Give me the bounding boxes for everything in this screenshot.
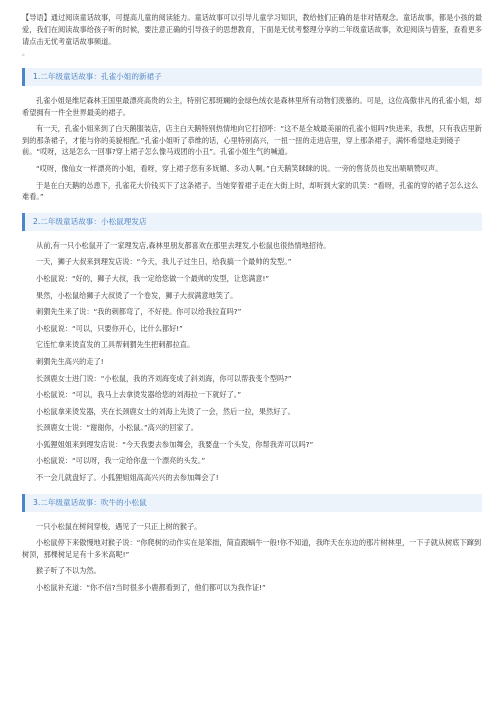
- paragraph: 从前,有一只小松鼠开了一家理发店,森林里朋友都喜欢在那里去理发,小松鼠也很热情地招待。: [36, 240, 331, 250]
- intro-dot: 。: [22, 49, 29, 57]
- paragraph: 于是在白天鹅的怂恿下，孔雀花大价钱买下了这条裙子。当她穿着裙子走在大街上时，却听到大家的讥笑：“看呀，孔雀的穿的裙子怎么这么难看。”: [22, 180, 479, 202]
- section-title: 3.二年级童话故事：吹牛的小松鼠: [33, 497, 147, 507]
- paragraph: “哎呀，像仙女一样漂亮的小姐，看呀，穿上裙子您有多妩媚、多动人啊。”白天鹅笑眯眯的说。一旁的售货员也发出啧啧赞叹声。: [36, 163, 443, 173]
- intro-paragraph: 【导语】通过阅读童话故事，可提高儿童的阅读能力。童话故事可以引导儿童学习知识，教给他们正确的是非对错观念。童话故事，都是小孩的最爱，我们在阅读故事给孩子听的时候，要注意正确的引导孩子的思想教育，下面是无忧考整理分享的二年级童话故事，欢迎阅读与借鉴，查看更多请点击无忧考童话故事频道。: [22, 13, 483, 46]
- section-title: 1.二年级童话故事：孔雀小姐的新裙子: [33, 72, 162, 81]
- paragraph: 小松鼠说：“好的，狮子大叔，我一定给您做一个最帅的发型，让您满意!”: [36, 273, 270, 283]
- section-heading-3: [22, 494, 482, 512]
- paragraph: 刺猬先生高兴的走了!: [36, 356, 104, 366]
- paragraph: 不一会儿就盘好了。小狐狸姐姐高高兴兴的去参加舞会了!: [36, 473, 219, 483]
- paragraph: 小松鼠停下来傲慢地对猴子说：“你爬树的动作实在是笨拙，简直跟蜗牛一般!你不知道，我昨天在东边的那片树林里，一下子就从树底下蹿到树顶，那棵树足足有十多米高呢!”: [22, 538, 482, 559]
- paragraph: 一天，狮子大叔来到理发店说：“今天，我儿子过生日，给我搞一个最帅的发型。”: [36, 257, 292, 267]
- paragraph: 小松鼠说：“可以，我马上去拿烫发器给您的刘海拉一下就好了。”: [36, 390, 242, 400]
- paragraph: 它连忙拿来烫直发的工具帮刺猬先生把刺都拉直。: [36, 340, 195, 350]
- paragraph: 有一天，孔雀小姐来到了白天鹅服装店，店主白天鹅特别热情地向它打招呼：“这不是全城最美丽的孔雀小姐吗?快进来，我想，只有我店里新到的那条裙子，才能与你的美貌相配。”孔雀小姐听了恭维的话，心里特别高兴，一扭一扭的走进店里，穿上那条裙子，满怀希望地走到镜子前。“哎呀，这是怎么一回事?穿上裙子怎么像马戏团的小丑”。孔雀小姐生气的喊道。: [22, 124, 482, 157]
- paragraph: 猴子听了不以为然。: [36, 566, 101, 576]
- paragraph: 小松鼠说：“可以，只要你开心，比什么都好!”: [36, 323, 183, 333]
- section-title: 2.二年级童话故事：小松鼠理发店: [33, 216, 147, 226]
- section-heading-2: [22, 213, 482, 231]
- paragraph: 刺猬先生来了说：“我的刺都弯了，不好使。你可以给我拉直吗?”: [36, 307, 242, 317]
- paragraph: 小狐狸姐姐来到理发店说：“今天我要去参加舞会，我要盘一个头发，你帮我弄可以吗?”: [36, 439, 314, 449]
- paragraph: 一只小松鼠在树间穿梭，遇见了一只正上树的猴子。: [36, 521, 202, 531]
- paragraph: 孔雀小姐是维尼森林王国里最漂亮高贵的公主，特别它那斑斓的金绿色绒衣是森林里所有动物们羡慕的。可是，这位高傲非凡的孔雀小姐，却希望拥有一件全世界最美的裙子。: [22, 96, 482, 117]
- section-heading-1: [22, 68, 482, 86]
- paragraph: 长颈鹿女士进门说：“小松鼠，我的齐刘海变成了斜刘海，你可以帮我变个型吗?”: [36, 373, 292, 383]
- paragraph: 长颈鹿女士说：“谢谢你，小松鼠。”高兴的回家了。: [36, 423, 198, 433]
- paragraph: 小松鼠补充道：“你不信?当时很多小鹿都看到了，他们都可以为我作证!”: [36, 583, 266, 593]
- paragraph: 小松鼠说：“可以呀，我一定给你盘一个漂亮的头发。”: [36, 456, 206, 466]
- paragraph: 小松鼠拿来烫发器，夹在长颈鹿女士的刘海上先烫了一会，然后一拉，果然好了。: [36, 406, 295, 416]
- paragraph: 果然，小松鼠给狮子大叔烫了一个卷发，狮子大叔满意地笑了。: [36, 290, 238, 300]
